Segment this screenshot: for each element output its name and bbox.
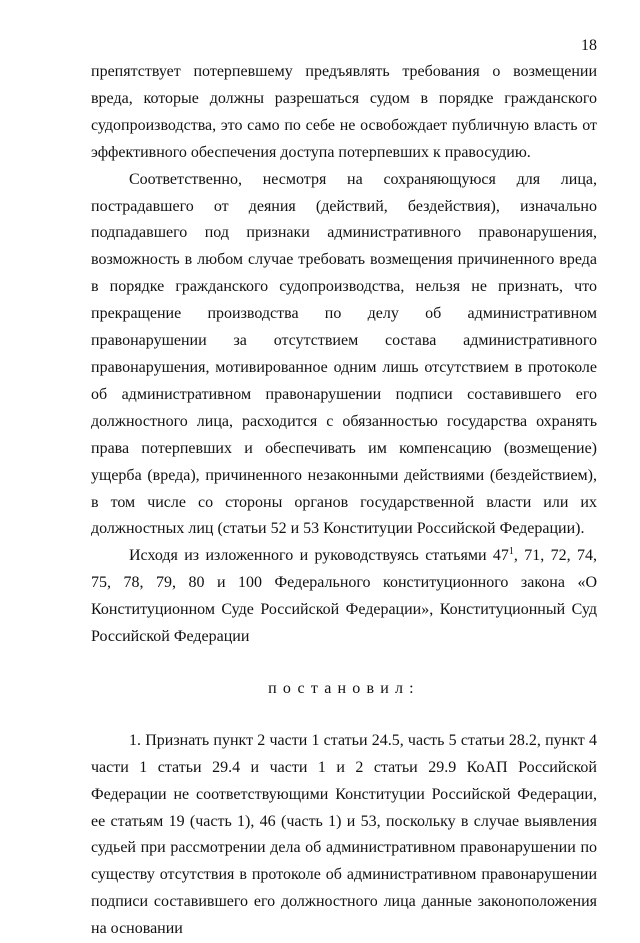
grounds-text-start: Исходя из изложенного и руководствуясь статьями 47 xyxy=(129,547,509,565)
page-number: 18 xyxy=(581,37,597,54)
paragraph-continuation: препятствует потерпевшему предъявлять требования о возмещении вреда, которые должны разрешаться судом в порядке гражданского судопроизводства, это само по себе не освобождает публичную власть от эффективного обеспечения доступа потерпевших к правосудию. xyxy=(91,63,597,161)
document-body xyxy=(91,59,597,943)
superscript-mark: 1 xyxy=(508,546,514,558)
grounds-text-end: , 71, 72, 74, 75, 78, 79, 80 и 100 Федерального конституционного закона «О Конституционном Суде Российской Федерации», Конституционный Суд Российской Федерации xyxy=(91,547,598,646)
resolution-heading: постановил: xyxy=(268,679,420,697)
paragraph-resolution-item-1: 1. Признать пункт 2 части 1 статьи 24.5, часть 5 статьи 28.2, пункт 4 части 1 статьи 29.4 и части 1 и 2 статьи 29.9 КоАП Российской Федерации не соответствующими Конституции Российской Федерации, ее статьям 19 (часть 1), 46 (часть 1) и 53, поскольку в случае выявления судьей при рассмотрении дела об административном правонарушении по существу отсутствия в протоколе об административном правонарушении подписи составившего его должностного лица данные законоположения на основании xyxy=(91,731,597,938)
paragraph-victim-rights: Соответственно, несмотря на сохраняющуюся для лица, пострадавшего от деяния (действий, бездействия), изначально подпадавшего под признаки административного правонарушения, возможность в любом случае требовать возмещения причиненного вреда в порядке гражданского судопроизводства, нельзя не признать, что прекращение производства по делу об административном правонарушении за отсутствием состава административного правонарушения, мотивированное одним лишь отсутствием в протоколе об административном правонарушении подписи составившего его должностного лица, расходится с обязанностью государства охранять права потерпевших и обеспечивать им компенсацию (возмещение) ущерба (вреда), причиненного незаконными действиями (бездействием), в том числе со стороны органов государственной власти или их должностных лиц (статьи 52 и 53 Конституции Российской Федерации). xyxy=(91,170,597,538)
paragraph-grounds xyxy=(91,543,597,651)
